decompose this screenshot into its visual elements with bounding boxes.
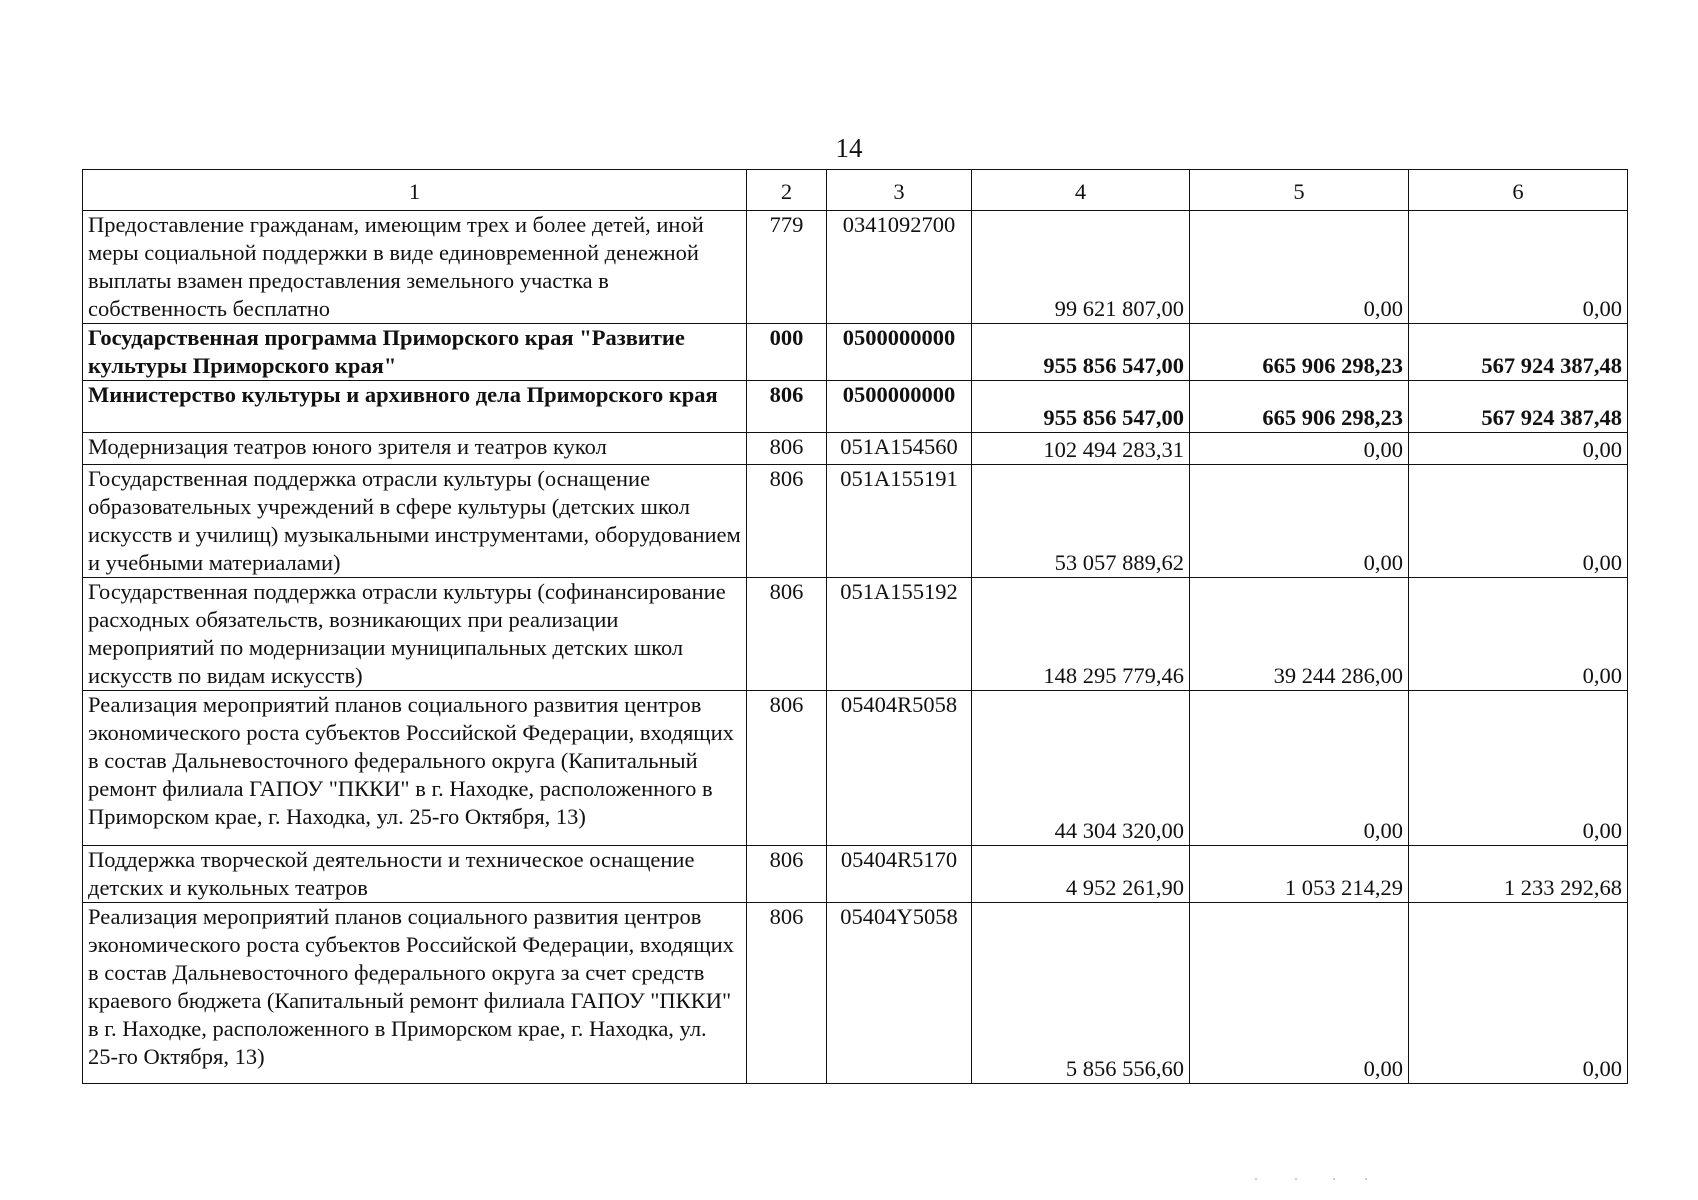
row-name-cell: Модернизация театров юного зрителя и театров кукол	[83, 433, 747, 465]
row-csr-code-cell: 05404Y5058	[827, 903, 972, 1084]
row-csr-code-cell: 05404R5170	[827, 846, 972, 903]
row-grbs-code-cell: 806	[747, 465, 827, 578]
table-row	[83, 211, 1628, 324]
column-header-6: 6	[1409, 170, 1628, 211]
row-amount-2-cell: 0,00	[1190, 903, 1409, 1084]
row-grbs-code-cell: 779	[747, 211, 827, 324]
header-row	[83, 170, 1628, 211]
table-row	[83, 465, 1628, 578]
row-amount-3-cell: 0,00	[1409, 465, 1628, 578]
row-csr-code-cell: 05404R5058	[827, 691, 972, 846]
row-amount-2-cell: 0,00	[1190, 691, 1409, 846]
table-row	[83, 381, 1628, 433]
row-amount-2-cell: 0,00	[1190, 433, 1409, 465]
row-amount-1-cell: 4 952 261,90	[972, 846, 1190, 903]
row-amount-3-cell: 567 924 387,48	[1409, 381, 1628, 433]
row-grbs-code-cell: 000	[747, 324, 827, 381]
row-grbs-code-cell: 806	[747, 578, 827, 691]
table-row	[83, 324, 1628, 381]
column-header-5: 5	[1190, 170, 1409, 211]
row-csr-code-cell: 051A155191	[827, 465, 972, 578]
table-row	[83, 433, 1628, 465]
row-csr-code-cell: 0341092700	[827, 211, 972, 324]
row-name-cell: Государственная поддержка отрасли культуры (софинансирование расходных обязательств, возникающих при реализации мероприятий по модернизации муниципальных детских школ искусств по видам искусств)	[83, 578, 747, 691]
row-grbs-code-cell: 806	[747, 846, 827, 903]
row-amount-3-cell: 567 924 387,48	[1409, 324, 1628, 381]
row-csr-code-cell: 0500000000	[827, 381, 972, 433]
row-amount-1-cell: 99 621 807,00	[972, 211, 1190, 324]
table-row	[83, 691, 1628, 846]
column-header-4: 4	[972, 170, 1190, 211]
row-name-cell: Предоставление гражданам, имеющим трех и более детей, иной меры социальной поддержки в виде единовременной денежной выплаты взамен предоставления земельного участка в собственность бесплатно	[83, 211, 747, 324]
row-grbs-code-cell: 806	[747, 691, 827, 846]
row-amount-1-cell: 53 057 889,62	[972, 465, 1190, 578]
row-amount-1-cell: 955 856 547,00	[972, 324, 1190, 381]
row-name-cell: Министерство культуры и архивного дела Приморского края	[83, 381, 747, 433]
row-amount-2-cell: 665 906 298,23	[1190, 324, 1409, 381]
page-number: 14	[835, 133, 863, 163]
row-amount-2-cell: 665 906 298,23	[1190, 381, 1409, 433]
row-name-cell: Поддержка творческой деятельности и техническое оснащение детских и кукольных театров	[83, 846, 747, 903]
row-amount-1-cell: 102 494 283,31	[972, 433, 1190, 465]
row-amount-3-cell: 0,00	[1409, 903, 1628, 1084]
row-name-cell: Реализация мероприятий планов социального развития центров экономического роста субъектов Российской Федерации, входящих в состав Дальневосточного федерального округа за счет средств краевого бюджета (Капитальный ремонт филиала ГАПОУ "ПККИ" в г. Находке, расположенного в Приморском крае, г. Находка, ул. 25-го Октября, 13)	[83, 903, 747, 1084]
row-amount-3-cell: 0,00	[1409, 691, 1628, 846]
row-amount-3-cell: 1 233 292,68	[1409, 846, 1628, 903]
row-amount-1-cell: 5 856 556,60	[972, 903, 1190, 1084]
row-amount-1-cell: 955 856 547,00	[972, 381, 1190, 433]
table-row	[83, 846, 1628, 903]
column-header-2: 2	[747, 170, 827, 211]
row-grbs-code-cell: 806	[747, 903, 827, 1084]
row-amount-1-cell: 44 304 320,00	[972, 691, 1190, 846]
row-name-cell: Государственная поддержка отрасли культуры (оснащение образовательных учреждений в сфере культуры (детских школ искусств и училищ) музыкальными инструментами, оборудованием и учебными материалами)	[83, 465, 747, 578]
row-amount-3-cell: 0,00	[1409, 433, 1628, 465]
column-header-3: 3	[827, 170, 972, 211]
row-grbs-code-cell: 806	[747, 433, 827, 465]
row-name-cell: Государственная программа Приморского края "Развитие культуры Приморского края"	[83, 324, 747, 381]
column-header-1: 1	[83, 170, 747, 211]
row-amount-2-cell: 39 244 286,00	[1190, 578, 1409, 691]
budget-table	[82, 169, 1628, 1084]
row-amount-3-cell: 0,00	[1409, 211, 1628, 324]
row-amount-2-cell: 0,00	[1190, 465, 1409, 578]
row-name-cell: Реализация мероприятий планов социального развития центров экономического роста субъектов Российской Федерации, входящих в состав Дальневосточного федерального округа (Капитальный ремонт филиала ГАПОУ "ПККИ" в г. Находке, расположенного в Приморском крае, г. Находка, ул. 25-го Октября, 13)	[83, 691, 747, 846]
table-row	[83, 578, 1628, 691]
row-csr-code-cell: 051A155192	[827, 578, 972, 691]
table-body	[83, 211, 1628, 1084]
scan-noise	[1255, 1178, 1375, 1180]
row-csr-code-cell: 051A154560	[827, 433, 972, 465]
row-amount-2-cell: 0,00	[1190, 211, 1409, 324]
row-csr-code-cell: 0500000000	[827, 324, 972, 381]
row-grbs-code-cell: 806	[747, 381, 827, 433]
row-amount-1-cell: 148 295 779,46	[972, 578, 1190, 691]
row-amount-3-cell: 0,00	[1409, 578, 1628, 691]
table-row	[83, 903, 1628, 1084]
row-amount-2-cell: 1 053 214,29	[1190, 846, 1409, 903]
